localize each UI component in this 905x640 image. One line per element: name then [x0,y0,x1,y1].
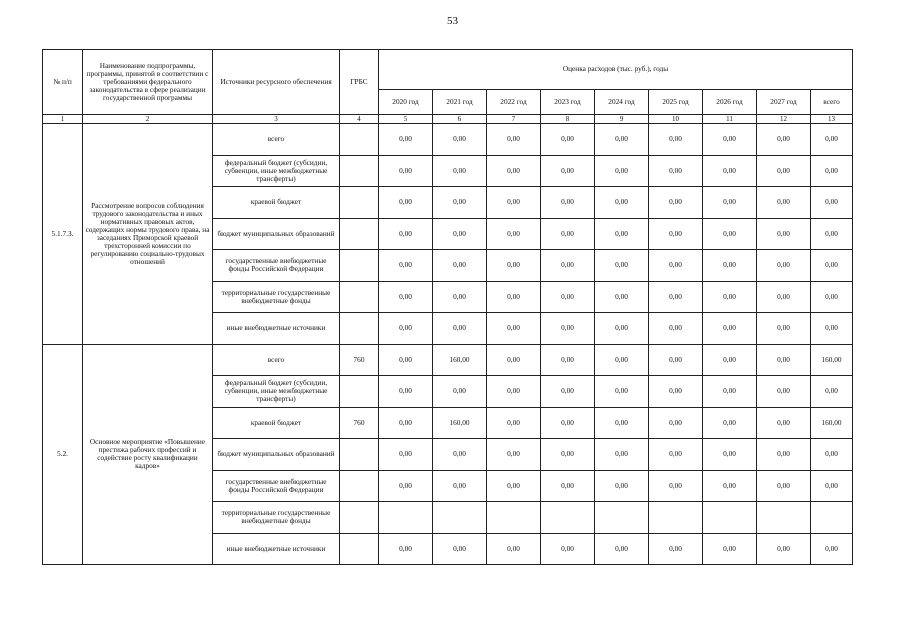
funding-source: федеральный бюджет (субсидии, субвенции, иные межбюджетные трансферты) [213,155,340,187]
year-value: 0,00 [433,155,487,187]
year-value: 0,00 [703,344,757,376]
year-value [487,502,541,534]
year-value: 0,00 [379,407,433,439]
year-value: 0,00 [541,250,595,282]
year-value: 0,00 [757,470,811,502]
year-value: 0,00 [595,376,649,408]
year-value: 0,00 [541,407,595,439]
grbs-code [340,155,379,187]
year-value: 0,00 [649,439,703,471]
year-value: 0,00 [703,439,757,471]
row-number: 5.2. [43,344,83,565]
year-value: 0,00 [757,250,811,282]
year-value: 0,00 [379,439,433,471]
header-num: № п/п [43,50,83,115]
year-value: 0,00 [703,533,757,565]
header-year: 2021 год [433,90,487,115]
funding-source: краевой бюджет [213,187,340,219]
year-value: 0,00 [541,218,595,250]
total-value: 160,00 [811,407,853,439]
grbs-code [340,533,379,565]
year-value: 0,00 [595,533,649,565]
year-value: 0,00 [487,124,541,156]
total-value: 0,00 [811,250,853,282]
grbs-code [340,439,379,471]
year-value [649,502,703,534]
year-value: 0,00 [649,155,703,187]
grbs-code [340,250,379,282]
header-year: 2020 год [379,90,433,115]
year-value: 0,00 [595,187,649,219]
year-value: 0,00 [703,281,757,313]
year-value: 0,00 [541,313,595,345]
year-value: 0,00 [487,376,541,408]
year-value: 0,00 [649,281,703,313]
year-value: 0,00 [649,218,703,250]
year-value: 0,00 [541,281,595,313]
funding-source: всего [213,344,340,376]
year-value: 0,00 [703,187,757,219]
funding-source: государственные внебюджетные фонды Российской Федерации [213,250,340,282]
header-year: 2025 год [649,90,703,115]
header-total: всего [811,90,853,115]
funding-source: территориальные государственные внебюджетные фонды [213,502,340,534]
year-value: 0,00 [433,124,487,156]
total-value: 0,00 [811,155,853,187]
year-value: 0,00 [703,124,757,156]
column-index: 8 [541,115,595,124]
year-value: 0,00 [703,313,757,345]
grbs-code [340,376,379,408]
year-value [433,502,487,534]
year-value: 0,00 [649,470,703,502]
year-value: 0,00 [595,218,649,250]
year-value: 0,00 [595,250,649,282]
year-value: 0,00 [757,439,811,471]
grbs-code: 760 [340,344,379,376]
year-value: 0,00 [703,155,757,187]
year-value: 0,00 [595,281,649,313]
total-value: 0,00 [811,124,853,156]
row-number: 5.1.7.3. [43,124,83,345]
year-value: 0,00 [757,407,811,439]
year-value: 0,00 [595,470,649,502]
year-value: 0,00 [703,407,757,439]
column-index: 6 [433,115,487,124]
grbs-code [340,313,379,345]
total-value: 0,00 [811,313,853,345]
total-value: 0,00 [811,187,853,219]
column-index: 10 [649,115,703,124]
year-value: 0,00 [433,218,487,250]
year-value: 0,00 [541,187,595,219]
year-value: 0,00 [703,218,757,250]
year-value: 0,00 [433,187,487,219]
total-value: 160,00 [811,344,853,376]
grbs-code [340,470,379,502]
year-value: 0,00 [595,407,649,439]
year-value: 0,00 [379,344,433,376]
budget-table [42,49,853,565]
year-value: 0,00 [541,344,595,376]
grbs-code [340,187,379,219]
column-index: 1 [43,115,83,124]
year-value: 0,00 [433,281,487,313]
year-value: 0,00 [649,313,703,345]
year-value [595,502,649,534]
year-value: 0,00 [433,313,487,345]
year-value: 0,00 [487,187,541,219]
column-index: 4 [340,115,379,124]
header-year: 2026 год [703,90,757,115]
year-value: 0,00 [649,533,703,565]
grbs-code [340,281,379,313]
funding-source: государственные внебюджетные фонды Российской Федерации [213,470,340,502]
column-index: 3 [213,115,340,124]
table-row [43,344,853,376]
page-number: 53 [447,15,458,27]
year-value: 0,00 [757,344,811,376]
year-value: 0,00 [541,376,595,408]
year-value: 0,00 [649,344,703,376]
column-index: 9 [595,115,649,124]
header-year: 2023 год [541,90,595,115]
year-value: 0,00 [703,250,757,282]
header-year: 2024 год [595,90,649,115]
activity-name: Основное мероприятие «Повышение престижа рабочих профессий и содействие росту квалификации кадров» [83,344,213,565]
year-value: 0,00 [595,155,649,187]
year-value: 0,00 [649,407,703,439]
table-row [43,124,853,156]
funding-source: всего [213,124,340,156]
year-value: 0,00 [595,313,649,345]
column-index: 2 [83,115,213,124]
year-value: 0,00 [757,187,811,219]
year-value [757,502,811,534]
year-value: 0,00 [649,187,703,219]
header-grbs: ГРБС [340,50,379,115]
year-value: 0,00 [541,533,595,565]
year-value: 0,00 [757,533,811,565]
year-value: 0,00 [757,155,811,187]
column-index: 5 [379,115,433,124]
year-value: 0,00 [379,470,433,502]
funding-source: краевой бюджет [213,407,340,439]
year-value: 0,00 [649,376,703,408]
year-value: 0,00 [379,155,433,187]
year-value: 0,00 [379,313,433,345]
funding-source: территориальные государственные внебюджетные фонды [213,281,340,313]
year-value [703,502,757,534]
year-value: 0,00 [487,344,541,376]
year-value: 0,00 [649,124,703,156]
year-value: 0,00 [541,439,595,471]
year-value: 0,00 [595,439,649,471]
grbs-code [340,124,379,156]
grbs-code: 760 [340,407,379,439]
total-value: 0,00 [811,470,853,502]
year-value: 0,00 [757,376,811,408]
year-value: 0,00 [379,250,433,282]
column-index: 13 [811,115,853,124]
year-value: 0,00 [379,218,433,250]
year-value: 0,00 [703,376,757,408]
year-value: 0,00 [379,281,433,313]
header-name: Наименование подпрограммы, программы, принятой в соответствии с требованиями федерального законодательства в сфере реализации государственной программы [83,50,213,115]
funding-source: бюджет муниципальных образований [213,439,340,471]
year-value: 0,00 [757,124,811,156]
column-index: 7 [487,115,541,124]
year-value: 0,00 [595,124,649,156]
year-value: 0,00 [757,281,811,313]
total-value: 0,00 [811,281,853,313]
year-value: 0,00 [433,250,487,282]
year-value: 0,00 [433,470,487,502]
grbs-code [340,502,379,534]
year-value: 0,00 [649,250,703,282]
header-year: 2027 год [757,90,811,115]
year-value: 160,00 [433,344,487,376]
year-value: 0,00 [541,155,595,187]
year-value [541,502,595,534]
year-value: 0,00 [487,313,541,345]
year-value [379,502,433,534]
funding-source: иные внебюджетные источники [213,533,340,565]
year-value: 0,00 [487,218,541,250]
year-value: 160,00 [433,407,487,439]
year-value: 0,00 [433,376,487,408]
year-value: 0,00 [487,533,541,565]
grbs-code [340,218,379,250]
year-value: 0,00 [379,187,433,219]
year-value: 0,00 [757,218,811,250]
year-value: 0,00 [379,124,433,156]
funding-source: иные внебюджетные источники [213,313,340,345]
year-value: 0,00 [487,250,541,282]
column-index: 11 [703,115,757,124]
year-value: 0,00 [541,124,595,156]
year-value: 0,00 [487,155,541,187]
year-value: 0,00 [595,344,649,376]
funding-source: бюджет муниципальных образований [213,218,340,250]
funding-source: федеральный бюджет (субсидии, субвенции, иные межбюджетные трансферты) [213,376,340,408]
total-value [811,502,853,534]
year-value: 0,00 [487,439,541,471]
year-value: 0,00 [433,533,487,565]
activity-name: Рассмотрение вопросов соблюдения трудового законодательства и иных нормативных правовых актов, содержащих нормы трудового права, на заседаниях Приморской краевой трехсторонней комиссии по регулированию социально-трудовых отношений [83,124,213,345]
year-value: 0,00 [487,407,541,439]
column-index: 12 [757,115,811,124]
year-value: 0,00 [379,533,433,565]
year-value: 0,00 [379,376,433,408]
year-value: 0,00 [487,281,541,313]
year-value: 0,00 [433,439,487,471]
total-value: 0,00 [811,218,853,250]
total-value: 0,00 [811,439,853,471]
total-value: 0,00 [811,533,853,565]
year-value: 0,00 [541,470,595,502]
header-year: 2022 год [487,90,541,115]
year-value: 0,00 [703,470,757,502]
header-source: Источники ресурсного обеспечения [213,50,340,115]
header-estimate: Оценка расходов (тыс. руб.), годы [379,50,853,90]
total-value: 0,00 [811,376,853,408]
table-body [43,124,853,565]
year-value: 0,00 [757,313,811,345]
year-value: 0,00 [487,470,541,502]
